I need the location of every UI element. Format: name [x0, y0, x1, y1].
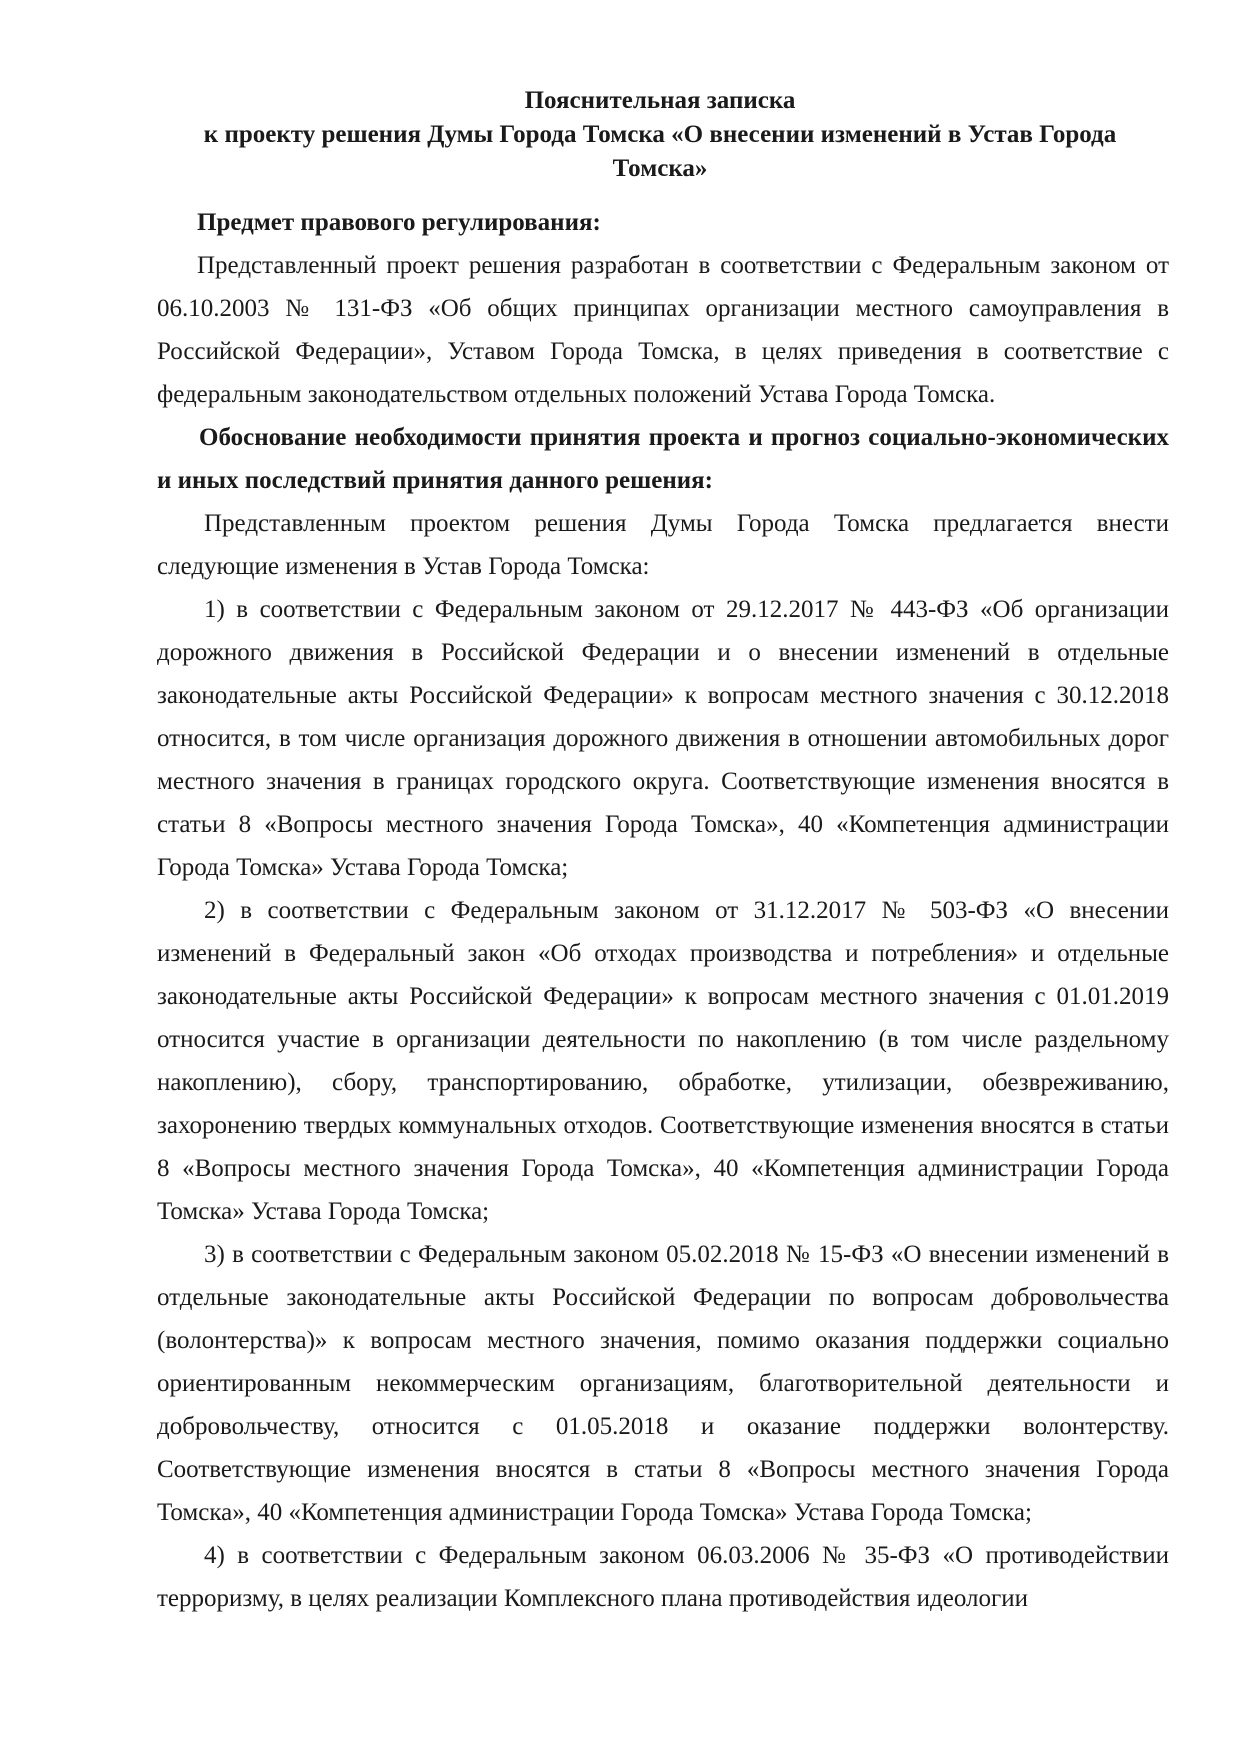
- title-line-3: Томска»: [612, 155, 708, 182]
- item-2-paragraph: 2) в соответствии с Федеральным законом от 31.12.2017 № 503-ФЗ «О внесении изменений в Федеральный закон «Об отходах производства и потребления» и отдельные законодательные акты Российской Федерации» к вопросам местного значения с 01.01.2019 относится участие в организации деятельности по накоплению (в том числе раздельному накоплению), сбору, транспортированию, обработке, утилизации, обезвреживанию, захоронению твердых коммунальных отходов. Соответствующие изменения вносятся в статьи 8 «Вопросы местного значения Города Томска», 40 «Компетенция администрации Города Томска» Устава Города Томска;: [157, 897, 1169, 1225]
- item-3-paragraph: 3) в соответствии с Федеральным законом 05.02.2018 № 15-ФЗ «О внесении изменений в отдельные законодательные акты Российской Федерации по вопросам добровольчества (волонтерства)» к вопросам местного значения, помимо оказания поддержки социально ориентированным некоммерческим организациям, благотворительной деятельности и добровольчеству, относится с 01.05.2018 и оказание поддержки волонтерству. Соответствующие изменения вносятся в статьи 8 «Вопросы местного значения Города Томска», 40 «Компетенция администрации Города Томска» Устава Города Томска;: [157, 1241, 1169, 1526]
- item-4-paragraph: 4) в соответствии с Федеральным законом 06.03.2006 № 35-ФЗ «О противодействии терроризму, в целях реализации Комплексного плана противодействия идеологии: [157, 1542, 1169, 1612]
- document-title: [150, 84, 1170, 186]
- title-line-2: к проекту решения Думы Города Томска «О внесении изменений в Устав Города: [203, 121, 1117, 148]
- subject-heading: Предмет правового регулирования:: [197, 209, 601, 236]
- item-1-paragraph: 1) в соответствии с Федеральным законом от 29.12.2017 № 443-ФЗ «Об организации дорожного движения в Российской Федерации и о внесении изменений в отдельные законодательные акты Российской Федерации» к вопросам местного значения с 30.12.2018 относится, в том числе организация дорожного движения в отношении автомобильных дорог местного значения в границах городского округа. Соответствующие изменения вносятся в статьи 8 «Вопросы местного значения Города Томска», 40 «Компетенция администрации Города Томска» Устава Города Томска;: [157, 596, 1169, 881]
- title-line-1: Пояснительная записка: [524, 87, 796, 114]
- intro-paragraph: Представленным проектом решения Думы Города Томска предлагается внести следующие изменения в Устав Города Томска:: [157, 510, 1169, 580]
- document-body: [157, 201, 1169, 1620]
- subject-paragraph: Представленный проект решения разработан в соответствии с Федеральным законом от 06.10.2003 № 131-ФЗ «Об общих принципах организации местного самоуправления в Российской Федерации», Уставом Города Томска, в целях приведения в соответствие с федеральным законодательством отдельных положений Устава Города Томска.: [157, 252, 1169, 408]
- justification-heading: Обоснование необходимости принятия проекта и прогноз социально-экономических и иных последствий принятия данного решения:: [157, 424, 1169, 494]
